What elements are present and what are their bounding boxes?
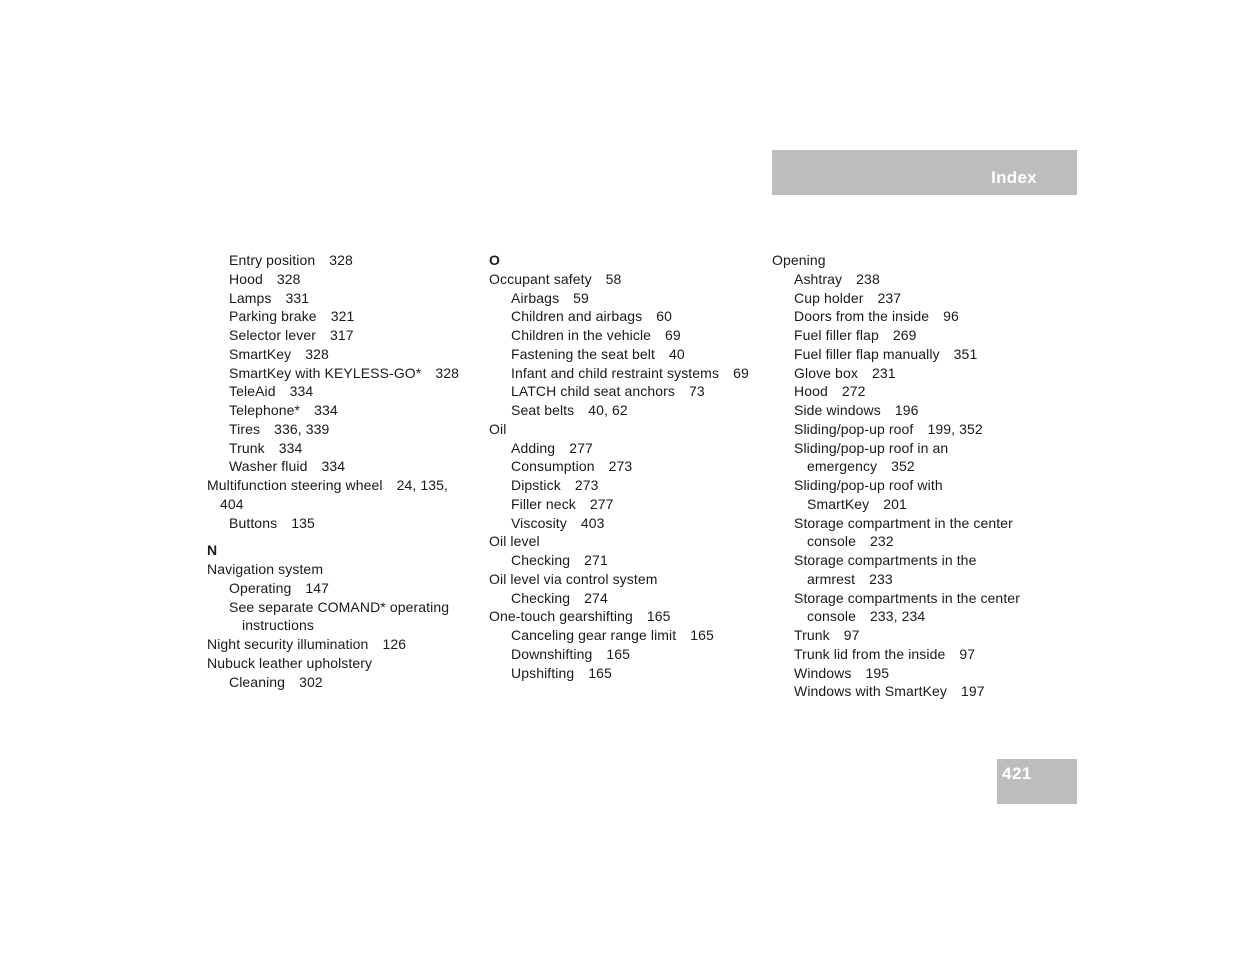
index-entry-page-ref: 233, 234 [869,608,926,625]
page-number-tab [997,759,1077,804]
index-entry-page-ref: 334 [314,402,338,418]
index-column-2 [489,251,759,682]
index-entry-page-ref: 403 [580,514,605,531]
index-entry-page-ref: 336, 339 [274,420,330,437]
index-subentry [772,326,1042,345]
index-entry-page-ref: 328 [276,270,301,287]
index-subentry [489,551,759,570]
index-entry-page-ref: 165 [606,645,631,662]
index-entry-page-ref: 60 [656,308,672,325]
index-entry-term: Upshifting [511,664,575,681]
index-entry-page-ref: 165 [646,608,671,625]
index-letter-heading: N [207,542,218,559]
index-subentry [207,270,472,289]
index-entry-page-ref: 165 [690,627,714,643]
index-subentry [772,664,1042,683]
index-subentry [772,420,1042,439]
index-entry-page-ref: 331 [285,289,310,306]
index-entry-term: Checking [511,552,571,568]
index-entry-term: TeleAid [229,383,276,400]
index-entry-page-ref: 97 [959,645,976,662]
index-entry-term: Sliding/pop-up roof with [794,477,943,493]
index-entry-page-ref: 147 [305,579,330,596]
index-entry-page-ref: 302 [299,673,323,690]
index-entry-page-ref: 328 [305,345,329,362]
index-entry-term: Airbags [511,289,560,306]
index-entry-page-ref: 97 [843,627,860,643]
index-entry-page-ref: 277 [569,439,593,456]
index-entry-term: Doors from the inside [794,308,930,325]
index-subentry [772,589,1042,608]
index-entry-term: Ashtray [794,270,843,287]
index-entry-page-ref: 334 [321,458,346,475]
index-entry-term: Side windows [794,402,881,418]
index-entry-page-ref: 273 [608,458,633,475]
index-subentry [772,401,1042,420]
index-entry-term: Multifunction steering wheel [207,477,383,493]
index-entry-term: Downshifting [511,645,593,662]
index-subentry [489,401,759,420]
page-number: 421 [1002,764,1032,783]
index-entry-term: Children and airbags [511,308,643,325]
index-entry-term: 404 [220,495,244,512]
index-entry [772,251,1042,270]
index-entry-term: Hood [229,270,263,287]
index-subentry [489,345,759,364]
index-entry-term: SmartKey with KEYLESS-GO* [229,364,422,381]
index-entry-term: Fuel filler flap [794,327,879,343]
index-entry-term: Fuel filler flap manually [794,345,940,362]
index-entry-term: Filler neck [511,495,576,512]
index-entry-term: Night security illumination [207,636,369,652]
index-entry-term: Trunk lid from the inside [794,645,946,662]
index-entry-term: See separate COMAND* operating [229,598,450,615]
index-subentry [772,514,1042,533]
index-subentry [489,589,759,608]
index-subentry [772,307,1042,326]
index-entry-page-ref: 351 [953,345,978,362]
index-entry-term: Oil [489,420,507,437]
index-entry-term: Trunk [229,439,265,456]
index-entry-term: Washer fluid [229,458,308,475]
index-entry-page-ref: 233 [869,570,893,587]
index-subentry [489,645,759,664]
index-column-3 [772,251,1042,701]
index-subentry [489,457,759,476]
index-subentry [207,579,472,598]
index-entry [489,420,759,439]
index-entry-term: console [807,533,856,550]
index-entry-term: armrest [807,570,856,587]
index-entry-term: instructions [242,617,315,634]
index-entry-page-ref: 328 [329,252,353,268]
index-entry-term: Oil level via control system [489,570,658,587]
index-entry-term: Telephone* [229,402,301,418]
index-subentry [489,626,759,645]
index-entry-page-ref: 165 [588,664,612,681]
index-entry-page-ref: 58 [605,270,622,287]
index-entry-term: Lamps [229,289,272,306]
index-subentry [772,382,1042,401]
index-entry-page-ref: 269 [892,327,917,343]
index-entry-term: SmartKey [807,495,870,512]
index-entry-term: Nubuck leather upholstery [207,654,373,671]
index-entry-term: Canceling gear range limit [511,627,677,643]
index-entry-page-ref: 197 [961,683,985,700]
index-subentry [772,364,1042,383]
index-entry-page-ref: 272 [841,383,866,400]
index-entry-term: Tires [229,420,261,437]
index-subentry [772,626,1042,645]
index-entry-term: SmartKey [229,345,292,362]
index-title: Index [991,168,1037,187]
index-entry-term: Trunk [794,627,830,643]
index-entry-term: Buttons [229,514,278,531]
index-subentry [489,439,759,458]
index-entry-page-ref: 96 [943,308,959,325]
index-entry-page-ref: 40, 62 [588,402,628,418]
index-entry-page-ref: 321 [330,308,355,325]
index-entry-page-ref: 271 [584,552,608,568]
index-entry-page-ref: 59 [573,289,589,306]
index-entry-term: Cup holder [794,289,864,306]
index-entry [207,635,472,654]
index-entry-continuation [772,457,1042,476]
index-entry-page-ref: 328 [435,364,460,381]
index-subentry [772,270,1042,289]
index-subentry [207,345,472,364]
index-subentry [489,476,759,495]
index-entry-term: Seat belts [511,402,575,418]
index-subentry [489,307,759,326]
index-header-tab [772,150,1077,195]
index-entry-term: Occupant safety [489,270,592,287]
index-entry-term: Hood [794,383,828,400]
index-entry-page-ref: 274 [584,589,608,606]
index-entry-page-ref: 273 [574,477,599,493]
index-entry [207,476,472,495]
index-subentry [207,382,472,401]
index-subentry [772,476,1042,495]
index-subentry [207,457,472,476]
index-entry-term: Consumption [511,458,595,475]
index-entry-page-ref: 352 [891,458,915,475]
index-subentry [207,514,472,533]
index-entry-continuation [772,570,1042,589]
index-subentry [772,345,1042,364]
index-entry-page-ref: 195 [865,664,890,681]
index-entry-term: Checking [511,589,571,606]
index-entry [207,654,472,673]
index-entry-page-ref: 334 [289,383,314,400]
index-entry-term: Opening [772,252,826,268]
index-entry-page-ref: 135 [291,514,315,531]
index-entry-page-ref: 238 [856,270,880,287]
index-entry-term: Glove box [794,364,858,381]
index-entry-term: Dipstick [511,477,561,493]
index-subentry [489,364,759,383]
index-entry-page-ref: 69 [665,327,681,343]
index-entry-term: Cleaning [229,673,286,690]
index-subentry [489,382,759,401]
index-entry-term: Storage compartments in the center [794,589,1020,606]
index-entry-term: Parking brake [229,308,317,325]
index-subentry [207,439,472,458]
index-entry-term: One-touch gearshifting [489,608,633,625]
index-entry-continuation [207,495,472,514]
index-subentry [207,289,472,308]
index-entry [489,532,759,551]
index-entry-term: Oil level [489,533,540,550]
index-entry-term: Storage compartments in the [794,552,977,568]
index-entry-continuation [772,607,1042,626]
index-entry-term: Viscosity [511,514,567,531]
index-entry-page-ref: 24, 135, [396,477,448,493]
index-entry-page-ref: 40 [668,345,685,362]
index-subentry [207,401,472,420]
index-subentry [772,645,1042,664]
index-entry-page-ref: 334 [278,439,303,456]
index-entry-term: Sliding/pop-up roof in an [794,439,949,456]
index-entry-term: Storage compartment in the center [794,514,1013,531]
index-subentry [772,551,1042,570]
index-entry-term: LATCH child seat anchors [511,383,675,400]
index-subentry [207,598,472,617]
index-subentry [207,673,472,692]
index-letter-heading: O [489,252,500,268]
index-entry-term: console [807,608,856,625]
index-subentry [489,326,759,345]
index-entry-page-ref: 199, 352 [927,420,983,437]
index-entry-page-ref: 196 [894,402,919,418]
index-entry-term: Adding [511,439,556,456]
index-entry-term: Children in the vehicle [511,327,652,343]
index-subentry [207,251,472,270]
index-entry-term: Fastening the seat belt [511,345,655,362]
index-entry-term: Windows with SmartKey [794,683,948,700]
index-subentry [489,289,759,308]
index-entry-page-ref: 317 [330,327,354,343]
index-entry-term: Sliding/pop-up roof [794,420,914,437]
index-entry-term: Infant and child restraint systems [511,364,720,381]
index-entry-term: Windows [794,664,852,681]
index-entry-page-ref: 232 [869,533,894,550]
index-entry-page-ref: 277 [589,495,614,512]
index-subentry [772,682,1042,701]
index-entry-continuation [207,616,472,635]
index-entry-continuation [772,495,1042,514]
index-entry-page-ref: 231 [871,364,896,381]
index-entry-term: Operating [229,579,292,596]
index-entry-term: Selector lever [229,327,316,343]
index-entry-term: Navigation system [207,561,324,577]
index-entry-page-ref: 73 [689,383,705,400]
index-subentry [207,326,472,345]
index-entry [489,570,759,589]
index-entry-page-ref: 201 [883,495,907,512]
index-subentry [772,289,1042,308]
index-entry-page-ref: 237 [877,289,902,306]
index-entry-page-ref: 69 [733,364,749,381]
index-subentry [207,420,472,439]
index-entry-term: Entry position [229,252,316,268]
index-entry [489,607,759,626]
index-subentry [207,307,472,326]
index-subentry [489,495,759,514]
index-subentry [489,664,759,683]
index-entry-term: emergency [807,458,878,475]
index-subentry [207,364,472,383]
index-column-1 [207,251,472,691]
index-subentry [772,439,1042,458]
index-entry-continuation [772,532,1042,551]
index-entry [489,270,759,289]
index-entry [207,560,472,579]
index-entry-page-ref: 126 [382,636,407,652]
index-subentry [489,514,759,533]
